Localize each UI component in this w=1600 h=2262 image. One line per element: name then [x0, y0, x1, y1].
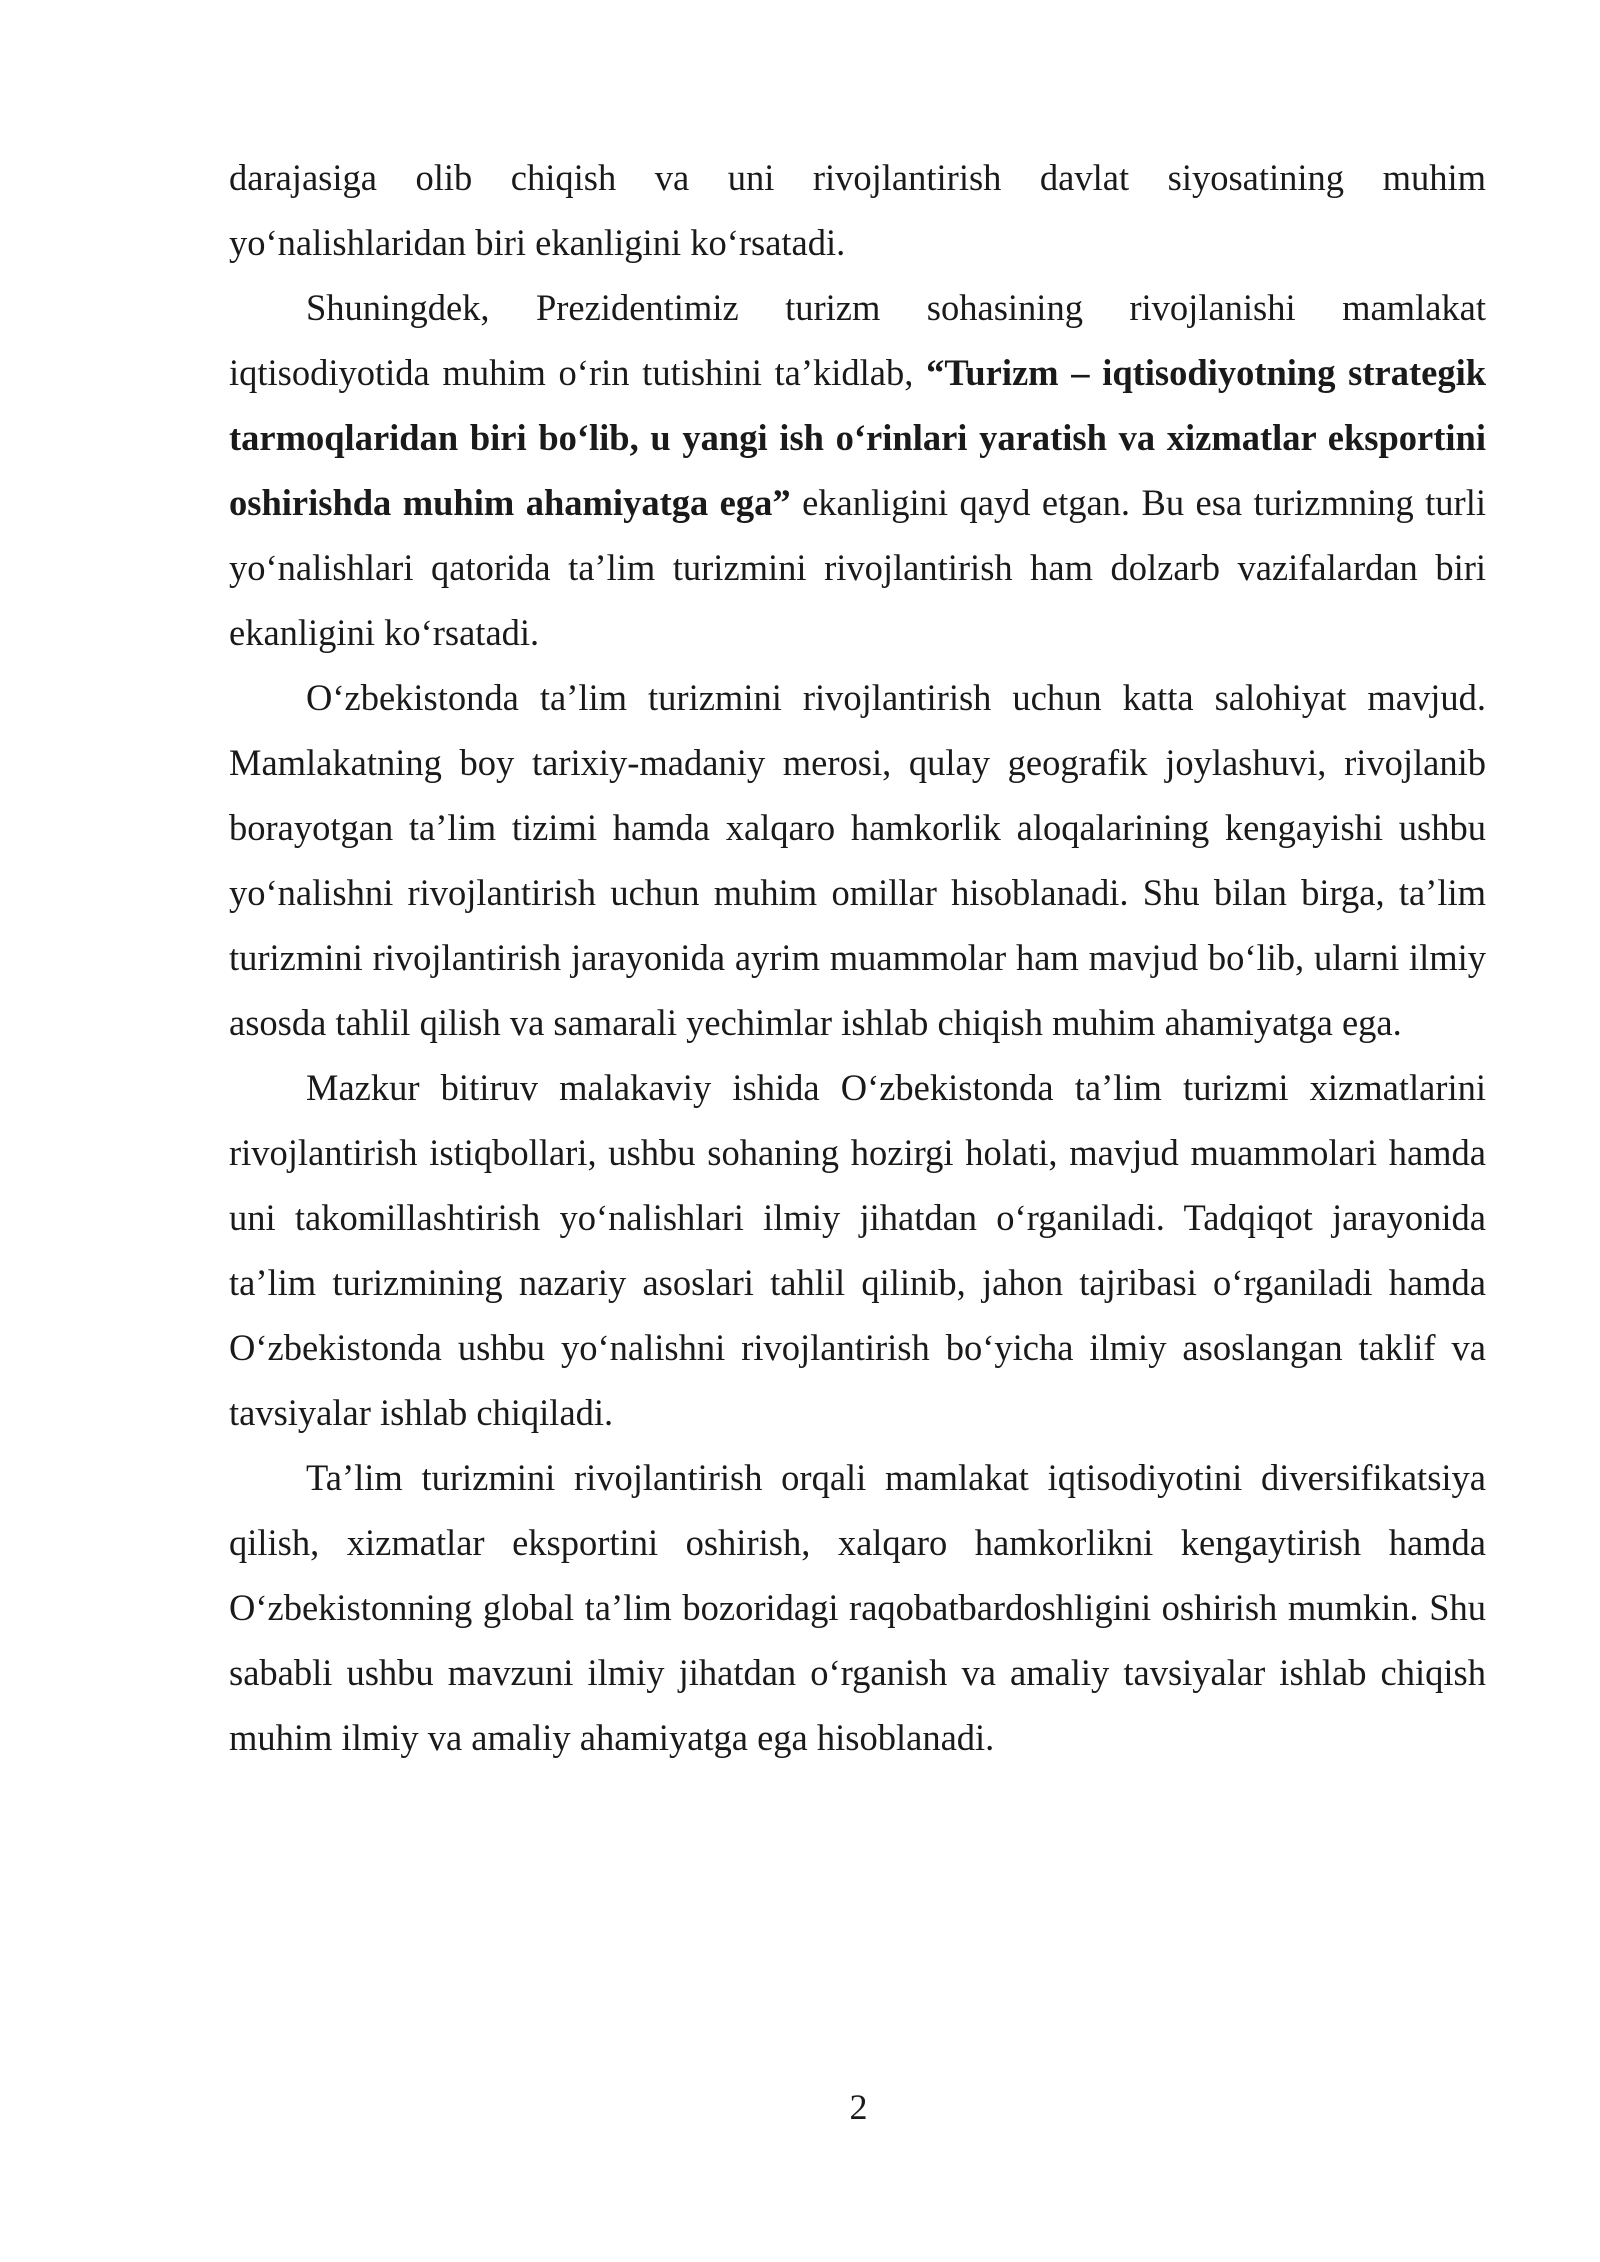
- paragraph-continuation: darajasiga olib chiqish va uni rivojlantirish davlat siyosatining muhim yo‘nalishlaridan biri ekanligini ko‘rsatadi.: [229, 157, 1486, 263]
- paragraph-president-quote: [229, 275, 1486, 665]
- page-number: 2: [849, 2087, 868, 2127]
- paragraph-thesis-scope: Mazkur bitiruv malakaviy ishida O‘zbekistonda ta’lim turizmi xizmatlarini rivojlantirish istiqbollari, ushbu sohaning hozirgi holati, mavjud muammolari hamda uni takomillashtirish yo‘nalishlari ilmiy jihatdan o‘rganiladi. Tadqiqot jarayonida ta’lim turizmining nazariy asoslari tahlil qilinib, jahon tajribasi o‘rganiladi hamda O‘zbekistonda ushbu yo‘nalishni rivojlantirish bo‘yicha ilmiy asoslangan taklif va tavsiyalar ishlab chiqiladi.: [229, 1067, 1486, 1433]
- paragraph-text-after-quote: ekanligini qayd etgan. Bu esa turizmning turli yo‘nalishlari qatorida ta’lim turizmini rivojlantirish ham dolzarb vazifalardan biri ekanligini ko‘rsatadi.: [229, 482, 1486, 653]
- paragraph-text-before-quote: Shuningdek, Prezidentimiz turizm sohasining rivojlanishi mamlakat iqtisodiyotida muhim o‘rin tutishini ta’kidlab,: [229, 287, 1486, 393]
- paragraph-significance: Ta’lim turizmini rivojlantirish orqali mamlakat iqtisodiyotini diversifikatsiya qilish, xizmatlar eksportini oshirish, xalqaro hamkorlikni kengaytirish hamda O‘zbekistonning global ta’lim bozoridagi raqobatbardoshligini oshirish mumkin. Shu sababli ushbu mavzuni ilmiy jihatdan o‘rganish va amaliy tavsiyalar ishlab chiqish muhim ilmiy va amaliy ahamiyatga ega hisoblanadi.: [229, 1457, 1486, 1758]
- paragraph-potential: O‘zbekistonda ta’lim turizmini rivojlantirish uchun katta salohiyat mavjud. Mamlakatning boy tarixiy-madaniy merosi, qulay geografik joylashuvi, rivojlanib borayotgan ta’lim tizimi hamda xalqaro hamkorlik aloqalarining kengayishi ushbu yo‘nalishni rivojlantirish uchun muhim omillar hisoblanadi. Shu bilan birga, ta’lim turizmini rivojlantirish jarayonida ayrim muammolar ham mavjud bo‘lib, ularni ilmiy asosda tahlil qilish va samarali yechimlar ishlab chiqish muhim ahamiyatga ega.: [229, 677, 1486, 1043]
- bold-quote: “Turizm – iqtisodiyotning strategik tarmoqlaridan biri bo‘lib, u yangi ish o‘rinlari yaratish va xizmatlar eksportini oshirishda muhim ahamiyatga ega”: [229, 352, 1487, 523]
- body-text: [229, 145, 1486, 1770]
